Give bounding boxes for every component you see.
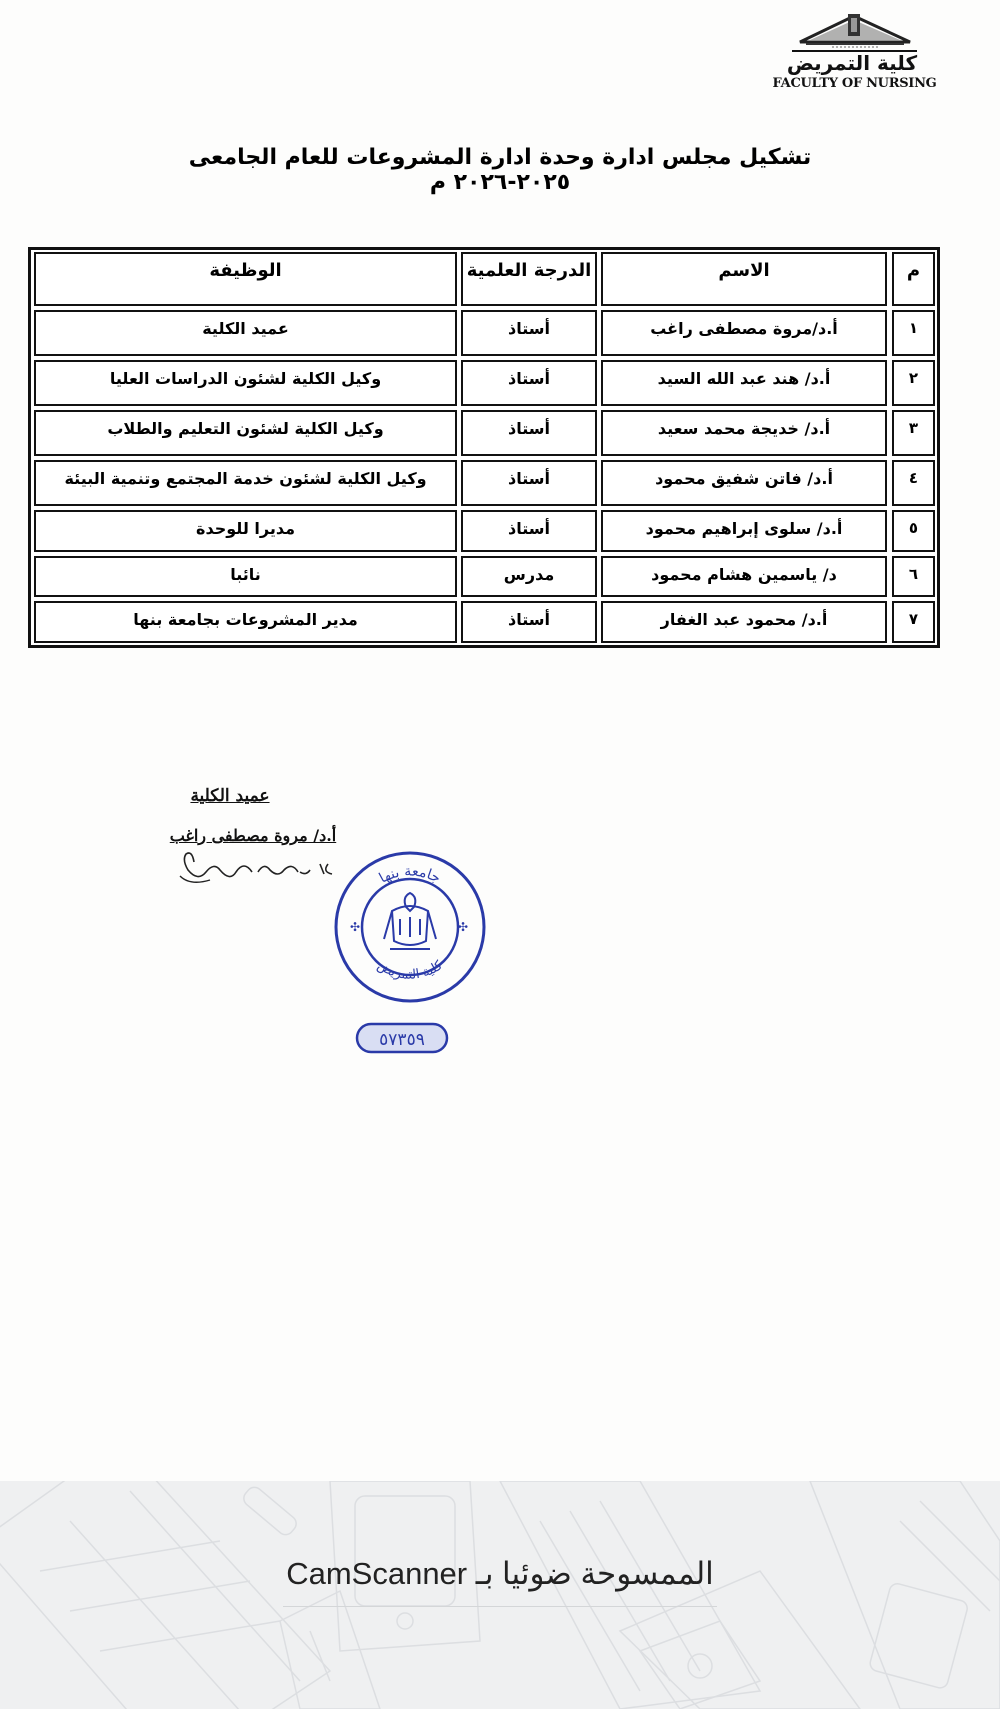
row-index: ٢ xyxy=(892,360,935,406)
member-name: أ.د/ محمود عبد الغفار xyxy=(601,601,887,643)
member-position: وكيل الكلية لشئون الدراسات العليا xyxy=(34,360,457,406)
svg-text:٥٧٣٥٩: ٥٧٣٥٩ xyxy=(379,1030,425,1050)
row-index: ٣ xyxy=(892,410,935,456)
faculty-logo xyxy=(772,10,937,95)
academic-degree: أستاذ xyxy=(461,510,597,552)
signature-title: عميد الكلية xyxy=(190,786,270,806)
member-name: أ.د/ خديجة محمد سعيد xyxy=(601,410,887,456)
academic-degree: مدرس xyxy=(461,556,597,597)
academic-degree: أستاذ xyxy=(461,410,597,456)
member-name: د/ ياسمين هشام محمود xyxy=(601,556,887,597)
member-position: مديرا للوحدة xyxy=(34,510,457,552)
signatory-name: أ.د/ مروة مصطفى راغب xyxy=(169,826,337,845)
committee-table xyxy=(28,247,940,648)
svg-text:✣: ✣ xyxy=(458,920,469,934)
row-index: ٧ xyxy=(892,601,935,643)
svg-text:جامعة بنها: جامعة بنها xyxy=(376,863,444,887)
academic-degree: أستاذ xyxy=(461,360,597,406)
academic-degree: أستاذ xyxy=(461,460,597,506)
member-name: أ.د/مروة مصطفى راغب xyxy=(601,310,887,356)
university-seal-stamp xyxy=(330,845,490,1010)
stamp-serial-number xyxy=(354,1020,450,1058)
camscanner-footer xyxy=(0,1481,1000,1709)
svg-text:كلية التمريض: كلية التمريض xyxy=(374,958,446,983)
building-emblem-icon xyxy=(792,10,917,52)
camscanner-watermark-text: الممسوحة ضوئيا بـ CamScanner xyxy=(286,1556,714,1591)
member-position: وكيل الكلية لشئون التعليم والطلاب xyxy=(34,410,457,456)
academic-degree: أستاذ xyxy=(461,601,597,643)
member-name: أ.د/ فاتن شفيق محمود xyxy=(601,460,887,506)
academic-degree: أستاذ xyxy=(461,310,597,356)
row-index: ٦ xyxy=(892,556,935,597)
member-position: وكيل الكلية لشئون خدمة المجتمع وتنمية البيئة xyxy=(34,460,457,506)
logo-english-text: FACULTY OF NURSING xyxy=(772,76,937,91)
logo-arabic-text: كلية التمريض xyxy=(786,51,918,75)
footer-pattern-background xyxy=(0,1481,1000,1709)
document-title: تشكيل مجلس ادارة وحدة ادارة المشروعات للعام الجامعى ٢٠٢٥-٢٠٢٦ م xyxy=(188,145,812,195)
member-position: نائبا xyxy=(34,556,457,597)
handwritten-signature xyxy=(178,852,348,892)
svg-text:✣: ✣ xyxy=(350,920,361,934)
column-header-position: الوظيفة xyxy=(34,252,457,306)
column-header-index: م xyxy=(892,252,935,306)
column-header-name: الاسم xyxy=(601,252,887,306)
row-index: ١ xyxy=(892,310,935,356)
row-index: ٥ xyxy=(892,510,935,552)
member-position: عميد الكلية xyxy=(34,310,457,356)
column-header-degree: الدرجة العلمية xyxy=(461,252,597,306)
member-name: أ.د/ هند عبد الله السيد xyxy=(601,360,887,406)
member-name: أ.د/ سلوى إبراهيم محمود xyxy=(601,510,887,552)
footer-divider xyxy=(283,1606,717,1607)
row-index: ٤ xyxy=(892,460,935,506)
member-position: مدير المشروعات بجامعة بنها xyxy=(34,601,457,643)
